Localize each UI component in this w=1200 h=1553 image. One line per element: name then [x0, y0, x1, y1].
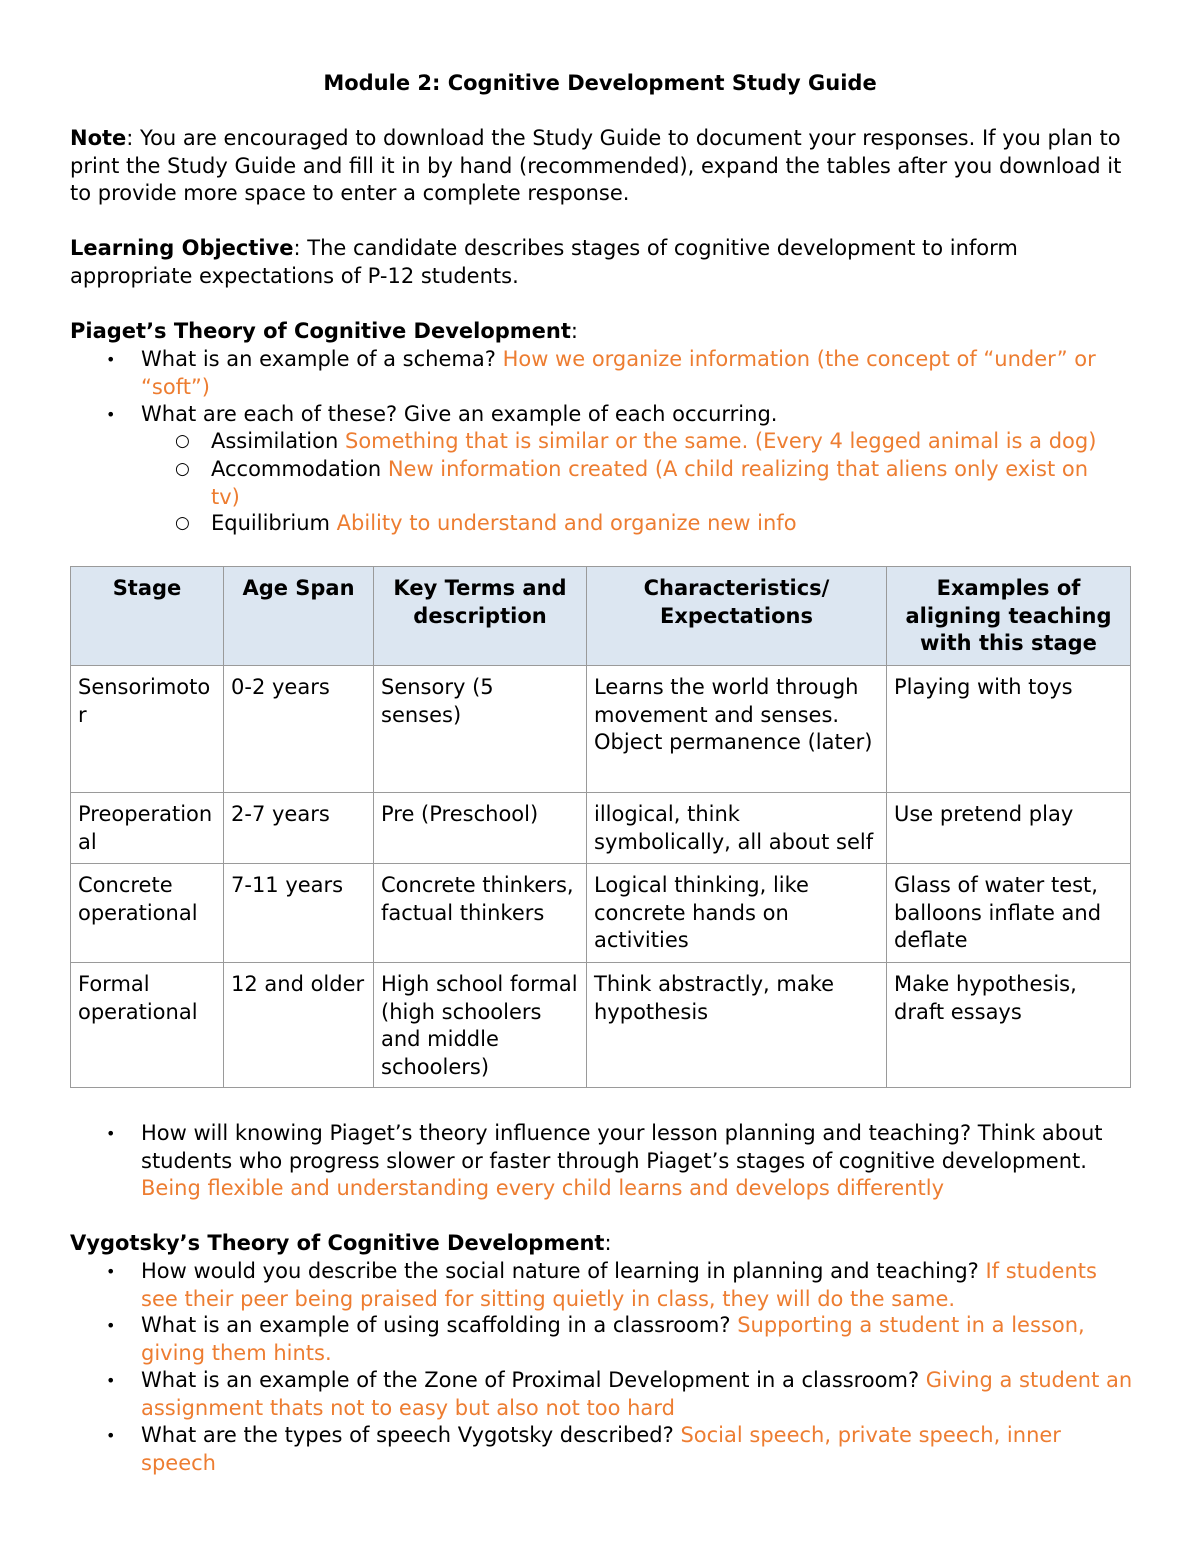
piaget-schema-item	[141, 346, 1126, 401]
question-text: What are each of these? Give an example of each occurring.	[141, 402, 778, 426]
table-row	[71, 864, 1131, 963]
vygotsky-zpd-item	[141, 1367, 1141, 1422]
answer-text: Something that is similar or the same. (Every 4 legged animal is a dog)	[345, 429, 1097, 453]
column-header: Age Span	[224, 567, 374, 666]
table-cell: Formal operational	[71, 963, 224, 1088]
piaget-influence-item	[141, 1120, 1131, 1203]
table-cell: 2-7 years	[224, 793, 374, 864]
question-text: What is an example of a schema?	[141, 347, 496, 371]
table-row	[71, 963, 1131, 1088]
note-paragraph	[70, 125, 1140, 208]
table-cell: Learns the world through movement and senses. Object permanence (later)	[587, 666, 887, 793]
page-title: Module 2: Cognitive Development Study Guide	[323, 71, 877, 95]
answer-text: Giving a student an assignment thats not to easy but also not too hard	[141, 1368, 1133, 1420]
column-header: Examples of aligning teaching with this stage	[887, 567, 1131, 666]
answer-text: Social speech, private speech, inner speech	[141, 1423, 1061, 1475]
objective-paragraph	[70, 235, 1140, 290]
piaget-heading	[70, 318, 1140, 346]
table-row	[71, 666, 1131, 793]
bullet-icon: •	[106, 1262, 116, 1281]
table-cell: Concrete thinkers, factual thinkers	[374, 864, 587, 963]
question-text: What is an example of the Zone of Proximal Development in a classroom?	[141, 1368, 920, 1392]
answer-text: Being flexible and understanding every child learns and develops differently	[141, 1176, 945, 1200]
table-cell: Concrete operational	[71, 864, 224, 963]
table-cell: Sensorimotor	[71, 666, 224, 793]
bullet-icon: •	[106, 350, 116, 369]
vygotsky-heading-text: Vygotsky’s Theory of Cognitive Development	[70, 1231, 605, 1255]
table-cell: Glass of water test, balloons inflate and deflate	[887, 864, 1131, 963]
circle-bullet-icon: ○	[175, 459, 190, 479]
circle-bullet-icon: ○	[175, 431, 190, 451]
term-text: Equilibrium	[211, 511, 330, 535]
term-text: Accommodation	[211, 457, 382, 481]
table-cell: 0-2 years	[224, 666, 374, 793]
question-text: How will knowing Piaget’s theory influence your lesson planning and teaching? Think about students who progress slower or faster through Piaget’s stages of cognitive development.	[141, 1121, 1103, 1173]
question-text: What is an example of using scaffolding in a classroom?	[141, 1313, 731, 1337]
table-cell: Logical thinking, like concrete hands on activities	[587, 864, 887, 963]
table-cell: 7-11 years	[224, 864, 374, 963]
question-text: How would you describe the social nature of learning in planning and teaching?	[141, 1259, 979, 1283]
note-label: Note	[70, 126, 127, 150]
answer-text: New information created (A child realizing that aliens only exist on tv)	[211, 457, 1089, 509]
bullet-icon: •	[106, 1316, 116, 1335]
table-cell: illogical, think symbolically, all about self	[587, 793, 887, 864]
answer-text: Supporting a student in a lesson, giving them hints.	[141, 1313, 1085, 1365]
table-cell: Playing with toys	[887, 666, 1131, 793]
piaget-heading-text: Piaget’s Theory of Cognitive Development	[70, 319, 571, 343]
equilibrium-item	[211, 510, 1131, 538]
objective-label: Learning Objective	[70, 236, 294, 260]
question-text: What are the types of speech Vygotsky described?	[141, 1423, 674, 1447]
table-cell: Use pretend play	[887, 793, 1131, 864]
accommodation-item	[211, 456, 1111, 511]
table-cell: Preoperational	[71, 793, 224, 864]
column-header: Characteristics/ Expectations	[587, 567, 887, 666]
note-text: : You are encouraged to download the Study Guide to document your responses. If you plan to print the Study Guide and fill it in by hand (recommended), expand the tables after you download it to provide more space to enter a complete response.	[70, 126, 1122, 205]
vygotsky-scaffolding-item	[141, 1312, 1131, 1367]
piaget-heading-colon: :	[570, 319, 578, 343]
piaget-stages-table	[70, 566, 1131, 1088]
term-text: Assimilation	[211, 429, 339, 453]
table-header-row	[71, 567, 1131, 666]
vygotsky-social-item	[141, 1258, 1131, 1313]
table-row	[71, 793, 1131, 864]
table-cell: Think abstractly, make hypothesis	[587, 963, 887, 1088]
objective-text: : The candidate describes stages of cognitive development to inform appropriate expectations of P-12 students.	[70, 236, 1018, 288]
vygotsky-heading-colon: :	[604, 1231, 612, 1255]
table-cell: High school formal (high schoolers and middle schoolers)	[374, 963, 587, 1088]
bullet-icon: •	[106, 1124, 116, 1143]
bullet-icon: •	[106, 405, 116, 424]
piaget-terms-item	[141, 401, 1126, 429]
vygotsky-speech-item	[141, 1422, 1131, 1477]
table-cell: 12 and older	[224, 963, 374, 1088]
circle-bullet-icon: ○	[175, 513, 190, 533]
column-header: Stage	[71, 567, 224, 666]
answer-text: How we organize information (the concept of “under” or “soft”)	[141, 347, 1096, 399]
answer-text: If students see their peer being praised for sitting quietly in class, they will do the same.	[141, 1259, 1097, 1311]
vygotsky-heading	[70, 1230, 1140, 1258]
bullet-icon: •	[106, 1426, 116, 1445]
answer-text: Ability to understand and organize new info	[336, 511, 797, 535]
assimilation-item	[211, 428, 1131, 456]
column-header: Key Terms and description	[374, 567, 587, 666]
table-cell: Make hypothesis, draft essays	[887, 963, 1131, 1088]
table-cell: Pre (Preschool)	[374, 793, 587, 864]
bullet-icon: •	[106, 1371, 116, 1390]
table-cell: Sensory (5 senses)	[374, 666, 587, 793]
